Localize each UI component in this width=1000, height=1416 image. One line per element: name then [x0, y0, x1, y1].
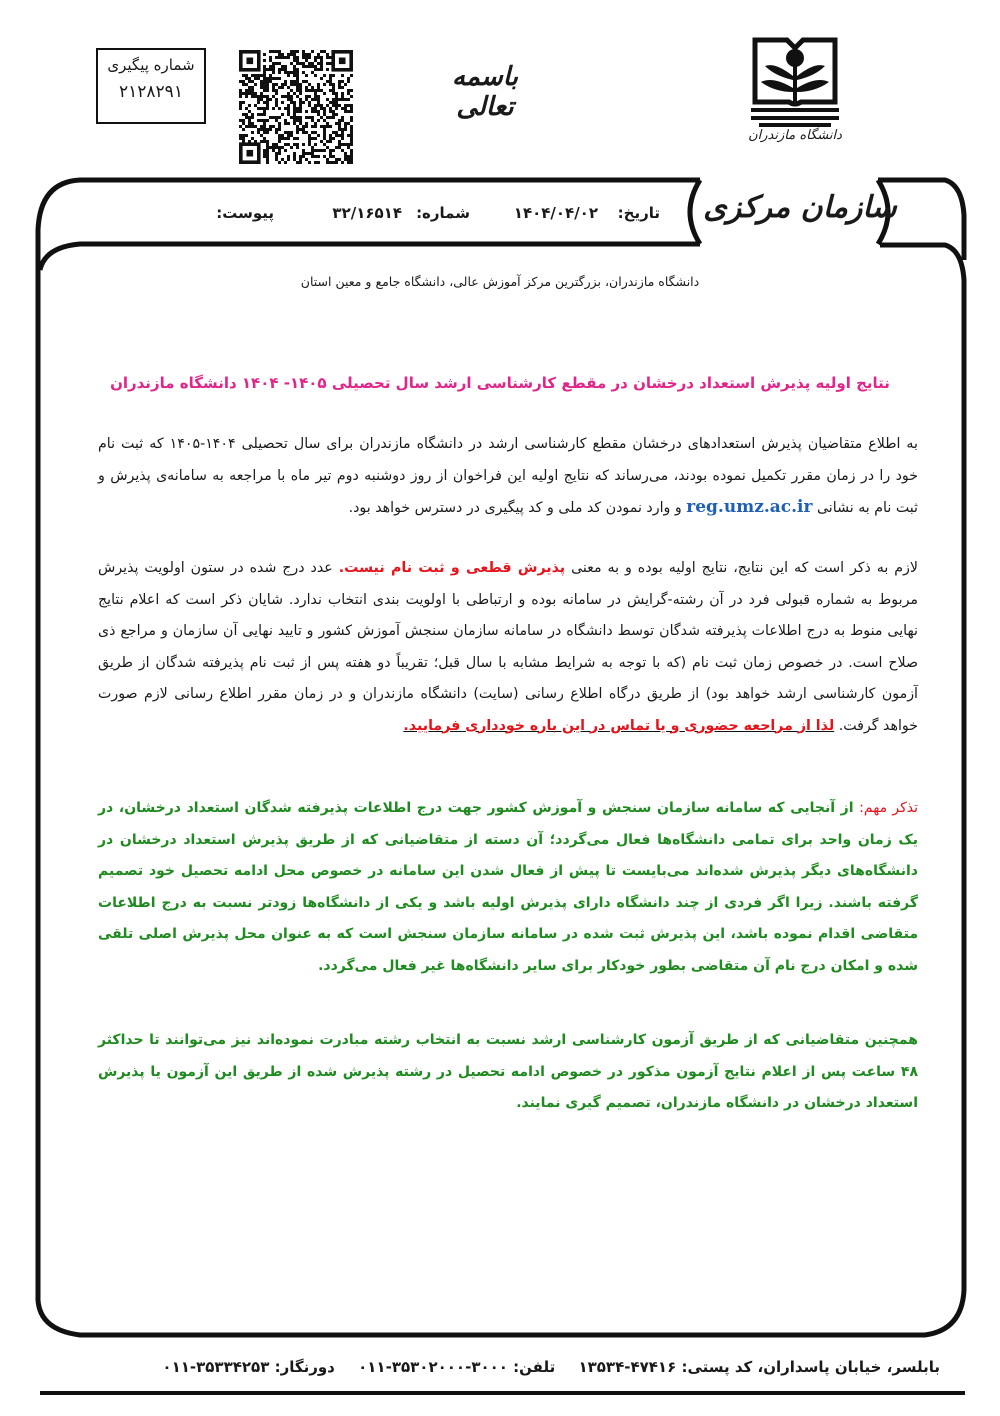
notice-text: از آنجایی که سامانه سازمان سنجش و آموزش کشور جهت درج اطلاعات پذیرفته شدگان استعداد درخشان، در یک زمان واحد برای تمامی دانشگاه‌ها فعال می‌گردد؛ آن دسته از متقاضیانی که از طریق پذیرش استعداد درخشان در دانشگاه‌های دیگر پذیرش شده‌اند می‌بایست تا پیش از فعال شدن این سامانه در خصوص محل ادامه تحصیل خود تصمیم گرفته باشند. زیرا اگر فردی از چند دانشگاه دارای پذیرش اولیه باشد و یکی از دانشگاه‌ها زودتر نسبت به درج اطلاعات متقاضی اقدام نموده باشد، این پذیرش ثبت شده در سامانه سازمان سنجش است که به عنوان محل پذیرش اصلی تلقی شده و امکان درج نام آن متقاضی بطور خودکار برای سایر دانشگاه‌ها غیر فعال می‌گردد. [98, 800, 918, 974]
university-tagline: دانشگاه مازندران، بزرگترین مرکز آموزش عالی، دانشگاه جامع و معین استان [300, 274, 700, 289]
date-value: ۱۴۰۴/۰۴/۰۲ [513, 204, 598, 222]
footer-contact [110, 1358, 940, 1376]
paragraph-details [98, 553, 918, 742]
qr-code[interactable] [236, 46, 356, 168]
notice-label: تذکر مهم: [859, 800, 919, 816]
organization-name: سازمان مرکزی [703, 190, 897, 225]
date-label: تاریخ: [617, 204, 660, 222]
footer-address: بابلسر، خیابان پاسداران، کد پستی: ۴۷۴۱۶-۱۳۵۳۴ [578, 1358, 940, 1376]
paragraph-important-notice [98, 793, 918, 982]
number-value: ۳۲/۱۶۵۱۴ [332, 204, 402, 222]
university-logo [745, 36, 845, 128]
no-contact-warning: لذا از مراجعه حضوری و یا تماس در این باره خودداری فرمایید. [403, 717, 835, 734]
footer-phone: تلفن: ۳۰۰۰-۳۵۳۰۲۰۰۰-۰۱۱ [358, 1358, 556, 1376]
footer-divider [40, 1391, 965, 1395]
tracking-number: ۲۱۲۸۲۹۱ [119, 82, 183, 102]
paragraph-intro [98, 429, 918, 525]
intro-text-b: و وارد نمودن کد ملی و کد پیگیری در دسترس خواهد بود. [348, 500, 682, 516]
letter-meta [120, 204, 660, 228]
bismillah-heading: باسمه تعالی [452, 62, 518, 122]
footer-fax: دورنگار: ۳۵۳۳۴۲۵۳-۰۱۱ [162, 1358, 335, 1376]
number-label: شماره: [416, 204, 470, 222]
details-text-a: لازم به ذکر است که این نتایج، نتایج اولیه بوده و به معنی [571, 560, 918, 576]
paragraph-exam-applicants [98, 1025, 918, 1120]
announcement-title: نتایج اولیه پذیرش استعداد درخشان در مقطع کارشناسی ارشد سال تحصیلی ۱۴۰۵- ۱۴۰۴ دانشگاه مازندران [110, 374, 890, 392]
intro-text-a: به اطلاع متقاضیان پذیرش استعدادهای درخشان مقطع کارشناسی ارشد در دانشگاه مازندران برای سال تحصیلی ۱۴۰۴-۱۴۰۵ که ثبت نام خود را در زمان مقرر تکمیل نموده بودند، می‌رساند که نتایج اولیه این فراخوان از روز دوشنبه دوم تیر ماه با مراجعه به سامانه‌ی پذیرش و ثبت نام به نشانی [98, 436, 918, 516]
not-final-admission-note: پذیرش قطعی و ثبت نام نیست. [338, 560, 566, 576]
registration-link[interactable]: reg.umz.ac.ir [686, 497, 813, 517]
attachment-label: پیوست: [216, 204, 274, 222]
exam-applicants-text: همچنین متقاضیانی که از طریق آزمون کارشناسی ارشد نسبت به انتخاب رشته مبادرت نموده‌اند نیز می‌توانند تا حداکثر ۴۸ ساعت پس از اعلام نتایج آزمون مذکور در خصوص ادامه تحصیل در رشته پذیرش شده از طریق این آزمون یا پذیرش استعداد درخشان در دانشگاه مازندران، تصمیم گیری نمایند. [98, 1032, 918, 1111]
details-text-b: عدد درج شده در ستون اولویت پذیرش مربوط به شماره قبولی فرد در آن رشته-گرایش در سامانه بوده و ارتباطی با اولویت بندی انتخاب ندارد. شایان ذکر است که اعلام نتایج نهایی منوط به درج اطلاعات پذیرفته شدگان توسط دانشگاه در سامانه سازمان سنجش آموزش کشور و تایید نهایی آن سازمان و مراجع ذی صلاح است. در خصوص زمان ثبت نام (که با توجه به شرایط مشابه با سال قبل؛ تقریباً دو هفته پس از ثبت نام پذیرفته شدگان از طریق آزمون کارشناسی ارشد خواهد بود) از طریق درگاه اطلاع رسانی (سایت) دانشگاه مازندران و در زمان مقرر اطلاع رسانی لازم صورت خواهد گرفت. [98, 560, 918, 734]
university-name: دانشگاه مازندران [748, 128, 842, 143]
tracking-number-box [96, 48, 206, 124]
tracking-label: شماره پیگیری [107, 56, 195, 74]
